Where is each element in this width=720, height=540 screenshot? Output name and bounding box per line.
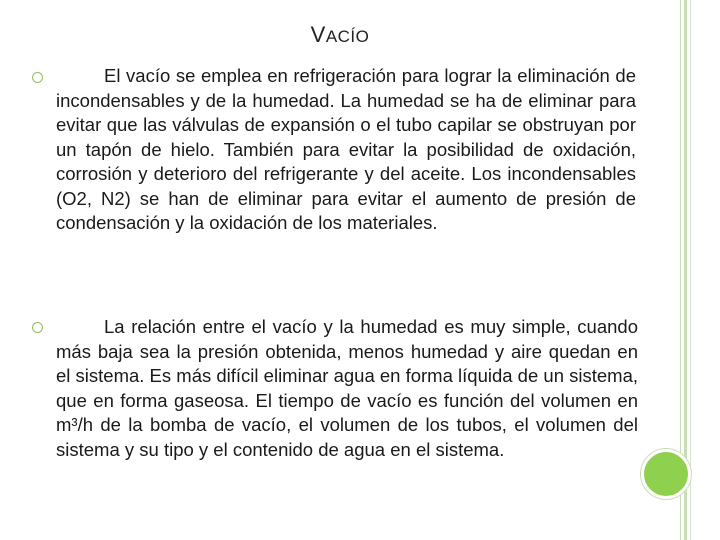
slide-title-rest: ACÍO (325, 27, 370, 46)
paragraph-2-text: La relación entre el vacío y la humedad es muy simple, cuando más baja sea la presión obtenida, menos humedad y aire quedan en el sistema. Es más difícil eliminar agua en forma líquida de un sistema, que en forma gaseosa. El tiempo de vacío es función del volumen en m³/h de la bomba de vacío, el volumen de los tubos, el volumen del sistema y su tipo y el contenido de agua en el sistema. (56, 316, 638, 460)
slide-title (0, 22, 680, 48)
paragraph-1 (56, 64, 636, 236)
paragraph-1-text: El vacío se emplea en refrigeración para lograr la eliminación de incondensables y de la humedad. La humedad se ha de eliminar para evitar que las válvulas de expansión o el tubo capilar se obstruyan por un tapón de hielo. También para evitar la posibilidad de oxidación, corrosión y deterioro del refrigerante y del aceite. Los incondensables (O2, N2) se han de eliminar para evitar el aumento de presión de condensación y la oxidación de los materiales. (56, 65, 636, 233)
slide-title-initial: V (310, 22, 326, 47)
bullet-icon (28, 68, 50, 90)
paragraph-2 (56, 315, 638, 462)
decorative-rule (690, 0, 691, 540)
bullet-icon (28, 318, 50, 340)
green-circle-decoration (641, 449, 691, 499)
